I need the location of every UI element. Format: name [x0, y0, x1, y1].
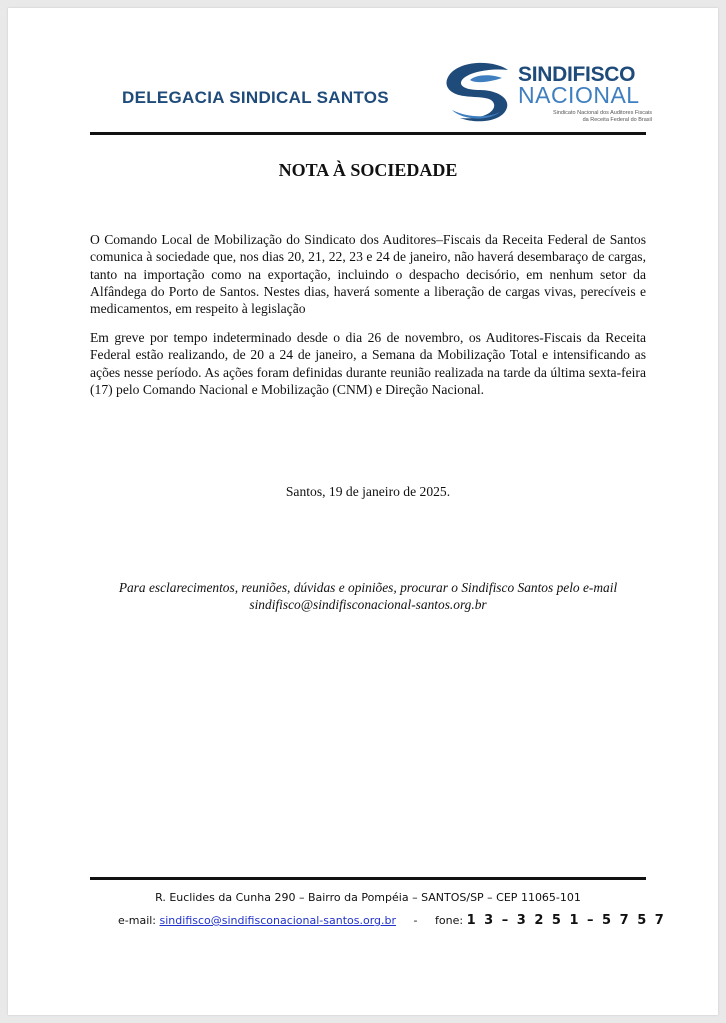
- document-date: Santos, 19 de janeiro de 2025.: [285, 484, 451, 499]
- logo-tagline-line1: Sindicato Nacional dos Auditores Fiscais: [552, 110, 652, 116]
- footer-address: R. Euclides da Cunha 290 – Bairro da Pompéia – SANTOS/SP – CEP 11065-101: [155, 891, 581, 904]
- paragraph-1: O Comando Local de Mobilização do Sindicato dos Auditores–Fiscais da Receita Federal de Santos comunica à sociedade que, nos dias 20, 21, 22, 23 e 24 de janeiro, não haverá desembaraço de cargas, tanto na importação como na exportação, incluindo o despacho decisório, em nenhum setor da Alfândega do Porto de Santos. Nestes dias, haverá somente a liberação de cargas vivas, perecíveis e medicamentos, em respeito à legislação: [90, 232, 646, 317]
- sindifisco-logo: [442, 60, 652, 128]
- footer-contact-line: [118, 913, 666, 928]
- logo-tagline: [532, 110, 652, 123]
- footer-email-label: e-mail:: [118, 914, 157, 927]
- footer-email-link[interactable]: sindifisco@sindifisconacional-santos.org.br: [159, 914, 397, 927]
- paragraph-2: Em greve por tempo indeterminado desde o dia 26 de novembro, os Auditores-Fiscais da Receita Federal estão realizando, de 20 a 24 de janeiro, a Semana da Mobilização Total e intensificando as ações nesse período. As ações foram definidas durante reunião realizada na tarde da última sexta-feira (17) pelo Comando Nacional e Mobilização (CNM) e Direção Nacional.: [90, 330, 646, 397]
- contact-note: [90, 579, 646, 614]
- footer-phone-label: fone:: [435, 914, 464, 927]
- logo-name: SINDIFISCO: [518, 63, 636, 86]
- header-divider: [90, 132, 646, 135]
- document-page: [8, 8, 718, 1015]
- contact-note-email: sindifisco@sindifisconacional-santos.org.br: [249, 597, 487, 613]
- logo-tagline-line2: da Receita Federal do Brasil: [582, 116, 652, 123]
- footer-phone: 1 3 – 3 2 5 1 – 5 7 5 7: [466, 913, 666, 928]
- document-title: NOTA À SOCIEDADE: [278, 160, 458, 180]
- delegacia-title: DELEGACIA SINDICAL SANTOS: [122, 88, 389, 107]
- footer-separator: -: [413, 914, 418, 927]
- letterhead: [90, 48, 652, 140]
- contact-note-line1: Para esclarecimentos, reuniões, dúvidas e opiniões, procurar o Sindifisco Santos pelo e-mail: [118, 580, 618, 595]
- sindifisco-swoosh-icon: [442, 60, 514, 126]
- footer-divider: [90, 877, 646, 880]
- logo-subname: NACIONAL: [518, 82, 640, 108]
